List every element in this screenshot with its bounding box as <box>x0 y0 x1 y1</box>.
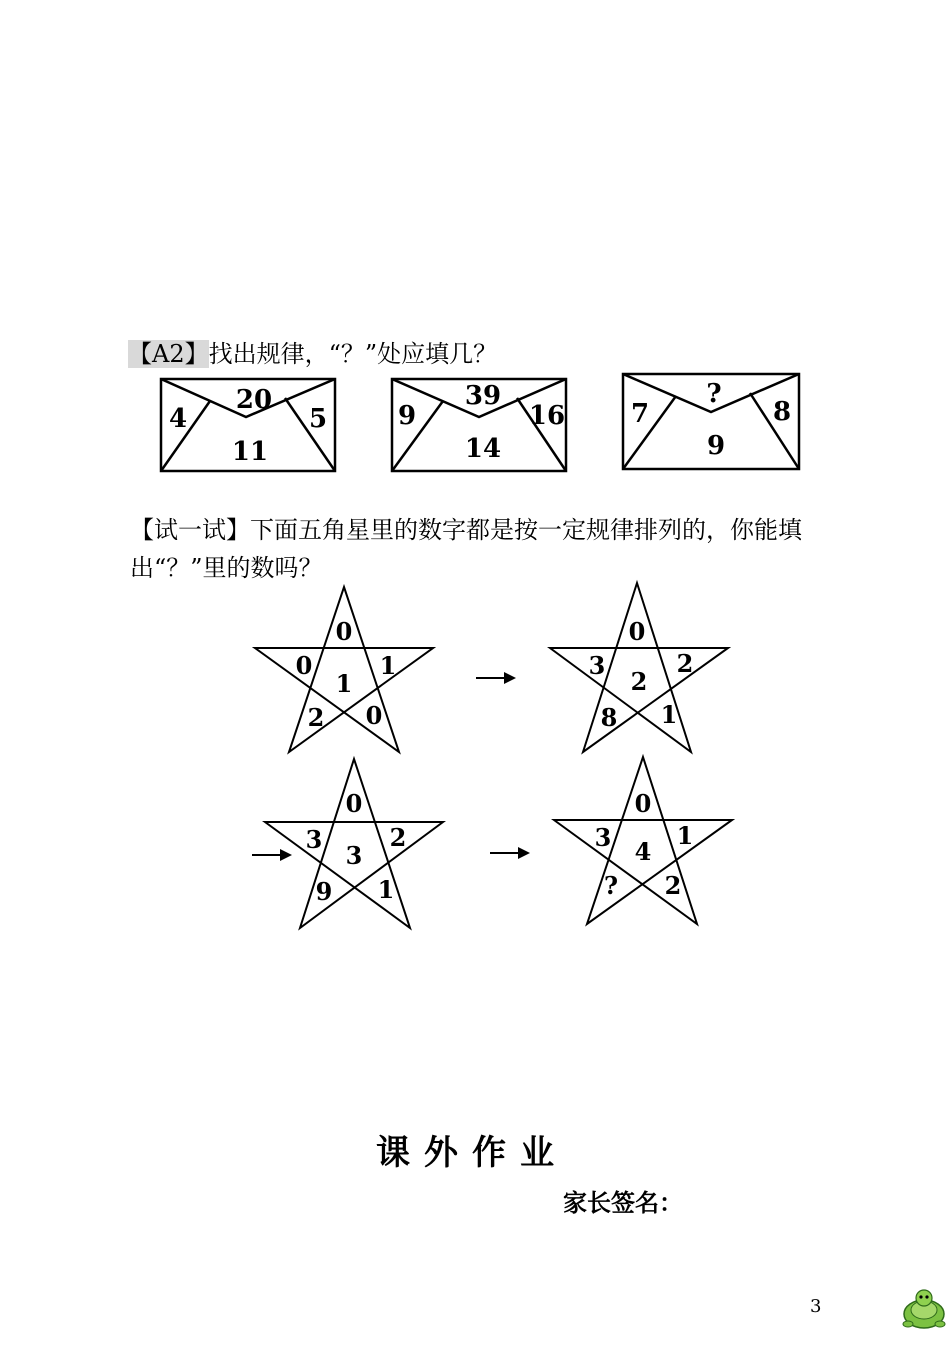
star-lower-right-number: 2 <box>664 871 682 900</box>
envelope-right-number: 16 <box>528 401 566 431</box>
envelope-left-number: 7 <box>630 399 650 429</box>
a2-question <box>128 338 497 370</box>
star-top-number: 0 <box>628 617 646 646</box>
envelope-bottom-number: 11 <box>231 437 269 467</box>
star-lower-right-number: 0 <box>365 701 383 730</box>
envelope-top-number: ? <box>706 379 722 409</box>
envelope-top-number: 39 <box>464 381 502 411</box>
star-center-number: 3 <box>345 841 363 870</box>
try-tag: 【试一试】 <box>130 516 250 544</box>
star-top-number: 0 <box>345 789 363 818</box>
star-upper-left-number: 3 <box>588 651 606 680</box>
homework-title: 课外作业 <box>376 1133 568 1173</box>
envelope-bottom-number: 9 <box>706 431 726 461</box>
a2-question-text: 找出规律，“？”处应填几？ <box>208 340 498 368</box>
star-lower-left-number: 2 <box>307 703 325 732</box>
star-top-number: 0 <box>335 617 353 646</box>
star-lower-left-number: 8 <box>600 703 618 732</box>
star-upper-left-number: 3 <box>305 825 323 854</box>
envelope-bottom-number: 14 <box>464 434 502 464</box>
star-center-number: 2 <box>630 667 648 696</box>
envelope-1 <box>158 375 338 479</box>
envelope-right-number: 5 <box>308 404 328 434</box>
right-arrow-icon <box>488 843 532 867</box>
parent-signature-label: 家长签名： <box>563 1189 683 1217</box>
right-arrow-icon <box>474 668 518 692</box>
envelope-top-number: 20 <box>235 385 273 415</box>
star-2 <box>547 578 731 760</box>
star-center-number: 4 <box>634 837 652 866</box>
envelope-3 <box>620 370 802 478</box>
star-4 <box>551 752 735 932</box>
star-1 <box>252 582 436 760</box>
star-lower-right-number: 1 <box>660 700 678 729</box>
envelope-right-number: 8 <box>772 397 792 427</box>
star-top-number: 0 <box>634 789 652 818</box>
a2-tag: 【A2】 <box>128 340 209 368</box>
star-upper-right-number: 1 <box>676 821 694 850</box>
turtle-logo-icon <box>900 1288 948 1336</box>
star-upper-left-number: 3 <box>594 823 612 852</box>
star-upper-right-number: 1 <box>379 651 397 680</box>
star-lower-left-number: ? <box>603 871 619 900</box>
try-question-text: 下面五角星里的数字都是按一定规律排列的，你能填出“？”里的数吗？ <box>130 516 802 582</box>
try-question <box>130 511 830 587</box>
star-upper-right-number: 2 <box>676 649 694 678</box>
star-lower-right-number: 1 <box>377 875 395 904</box>
star-lower-left-number: 9 <box>315 877 333 906</box>
page-number: 3 <box>810 1296 822 1317</box>
star-center-number: 1 <box>335 669 353 698</box>
star-3 <box>262 754 446 936</box>
star-upper-left-number: 0 <box>295 651 313 680</box>
envelope-2 <box>389 375 569 479</box>
envelope-left-number: 4 <box>168 404 188 434</box>
star-upper-right-number: 2 <box>389 823 407 852</box>
envelope-left-number: 9 <box>397 401 417 431</box>
